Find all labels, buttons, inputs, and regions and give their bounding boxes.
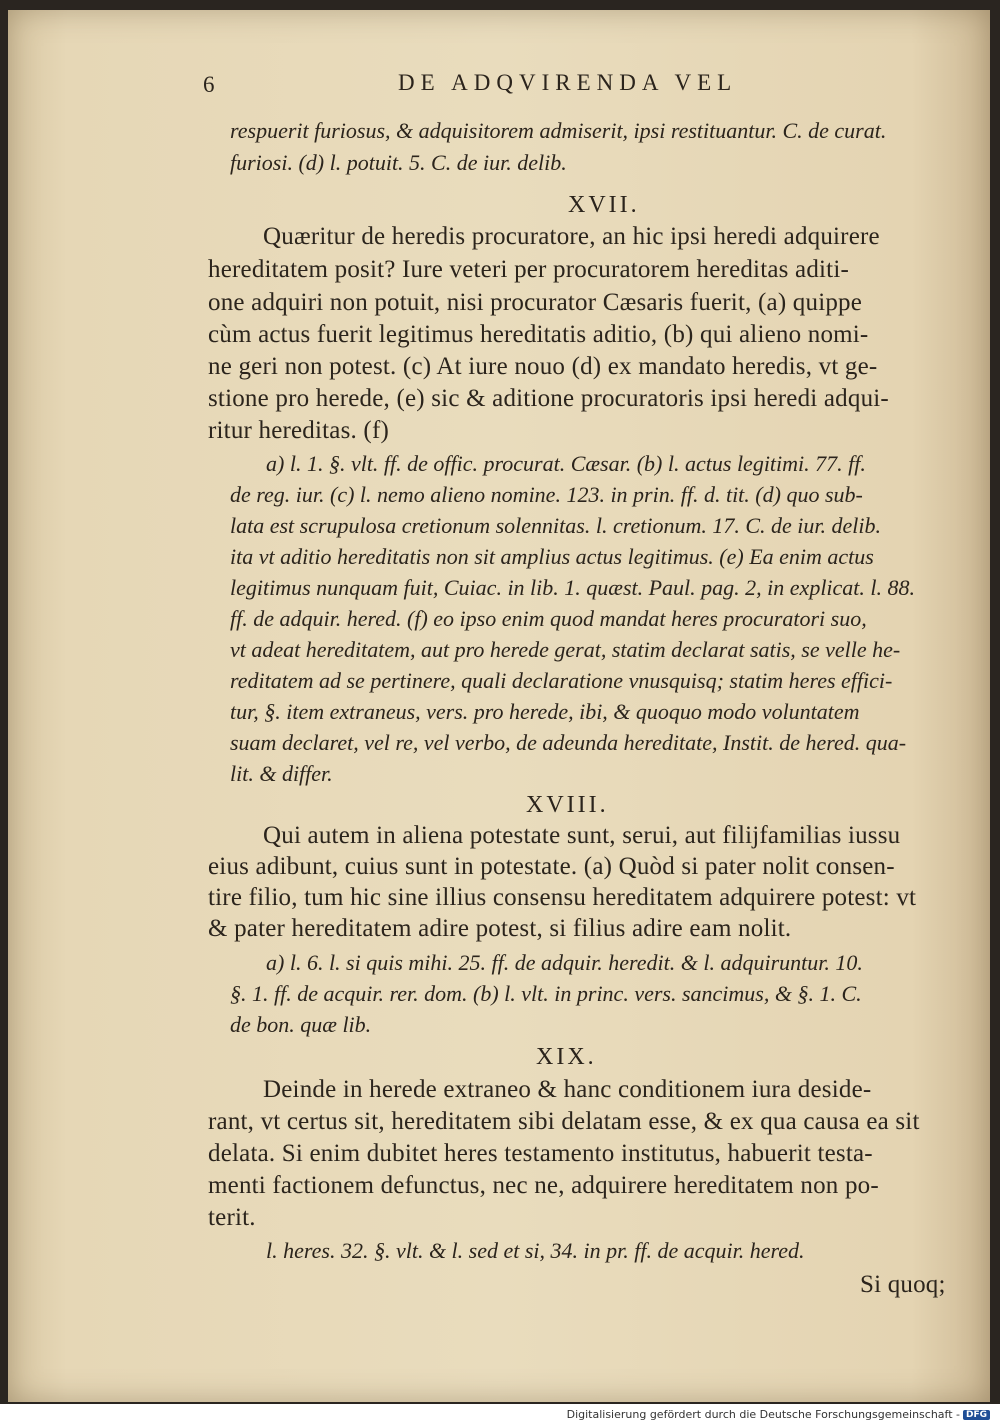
- footnote-line: tur, §. item extraneus, vers. pro herede, ibi, & quoquo modo voluntatem: [230, 699, 860, 724]
- footnote-line: de reg. iur. (c) l. nemo alieno nomine. 123. in prin. ff. d. tit. (d) quo sub-: [230, 482, 863, 507]
- footer-credit: [567, 1408, 990, 1421]
- section-heading: XVII.: [568, 192, 640, 218]
- text-line: Quæritur de heredis procuratore, an hic ipsi heredi adquirere: [263, 223, 880, 250]
- footnote-line: ff. de adquir. hered. (f) eo ipso enim quod mandat heres procuratori suo,: [230, 606, 867, 631]
- footnote-line: a) l. 1. §. vlt. ff. de offic. procurat. Cæsar. (b) l. actus legitimi. 77. ff.: [266, 451, 866, 476]
- book-page: [8, 10, 990, 1402]
- text-line: tire filio, tum hic sine illius consensu hereditatem adquirere potest: vt: [208, 884, 917, 911]
- text-line: menti factionem defunctus, nec ne, adquirere hereditatem non po-: [208, 1172, 879, 1199]
- text-line: Deinde in herede extraneo & hanc conditionem iura deside-: [263, 1076, 872, 1103]
- footnote-line: §. 1. ff. de acquir. rer. dom. (b) l. vlt. in princ. vers. sancimus, & §. 1. C.: [230, 981, 862, 1006]
- text-line: one adquiri non potuit, nisi procurator Cæsaris fuerit, (a) quippe: [208, 289, 863, 316]
- catchword: Si quoq;: [860, 1271, 946, 1298]
- text-line: furiosi. (d) l. potuit. 5. C. de iur. delib.: [230, 150, 567, 175]
- text-line: ritur hereditas. (f): [208, 417, 390, 444]
- text-line: respuerit furiosus, & adquisitorem admiserit, ipsi restituantur. C. de curat.: [230, 118, 887, 143]
- text-line: rant, vt certus sit, hereditatem sibi delatam esse, & ex qua causa ea sit: [208, 1108, 920, 1135]
- text-line: delata. Si enim dubitet heres testamento institutus, habuerit testa-: [208, 1140, 873, 1167]
- footnote-line: ita vt aditio hereditatis non sit amplius actus legitimus. (e) Ea enim actus: [230, 544, 874, 569]
- text-line: eius adibunt, cuius sunt in potestate. (a) Quòd si pater nolit consen-: [208, 853, 895, 880]
- footnote-line: lit. & differ.: [230, 761, 333, 786]
- footnote-line: reditatem ad se pertinere, quali declaratione vnusquisq; statim heres effici-: [230, 668, 893, 693]
- footnote-line: lata est scrupulosa cretionum solennitas. l. cretionum. 17. C. de iur. delib.: [230, 513, 881, 538]
- text-line: terit.: [208, 1204, 256, 1231]
- running-head: DE ADQVIRENDA VEL: [398, 70, 738, 95]
- text-line: Qui autem in aliena potestate sunt, serui, aut filijfamilias iussu: [263, 822, 901, 849]
- section-heading: XVIII.: [526, 792, 609, 818]
- text-line: stione pro herede, (e) sic & aditione procuratoris ipsi heredi adqui-: [208, 385, 889, 412]
- footnote-line: de bon. quæ lib.: [230, 1012, 372, 1037]
- text-line: ne geri non potest. (c) At iure nouo (d) ex mandato heredis, vt ge-: [208, 353, 878, 380]
- footnote-line: legitimus nunquam fuit, Cuiac. in lib. 1. quæst. Paul. pag. 2, in explicat. l. 88.: [230, 575, 916, 600]
- dfg-logo: DFG: [963, 1410, 990, 1420]
- footnote-line: a) l. 6. l. si quis mihi. 25. ff. de adquir. heredit. & l. adquiruntur. 10.: [266, 950, 863, 975]
- footnote-line: suam declaret, vel re, vel verbo, de adeunda hereditate, Instit. de hered. qua-: [230, 730, 907, 755]
- section-heading: XIX.: [536, 1044, 597, 1070]
- footer-bar: [0, 1404, 1000, 1425]
- text-line: & pater hereditatem adire potest, si filius adire eam nolit.: [208, 915, 792, 942]
- footer-credit-text: Digitalisierung gefördert durch die Deutsche Forschungsgemeinschaft -: [566, 1408, 960, 1421]
- page-number: 6: [203, 72, 221, 97]
- footnote-line: l. heres. 32. §. vlt. & l. sed et si, 34. in pr. ff. de acquir. hered.: [266, 1238, 805, 1263]
- footnote-line: vt adeat hereditatem, aut pro herede gerat, statim declarat satis, se velle he-: [230, 637, 901, 662]
- text-line: cùm actus fuerit legitimus hereditatis aditio, (b) qui alieno nomi-: [208, 321, 869, 348]
- text-line: hereditatem posit? Iure veteri per procuratorem hereditas aditi-: [208, 256, 849, 283]
